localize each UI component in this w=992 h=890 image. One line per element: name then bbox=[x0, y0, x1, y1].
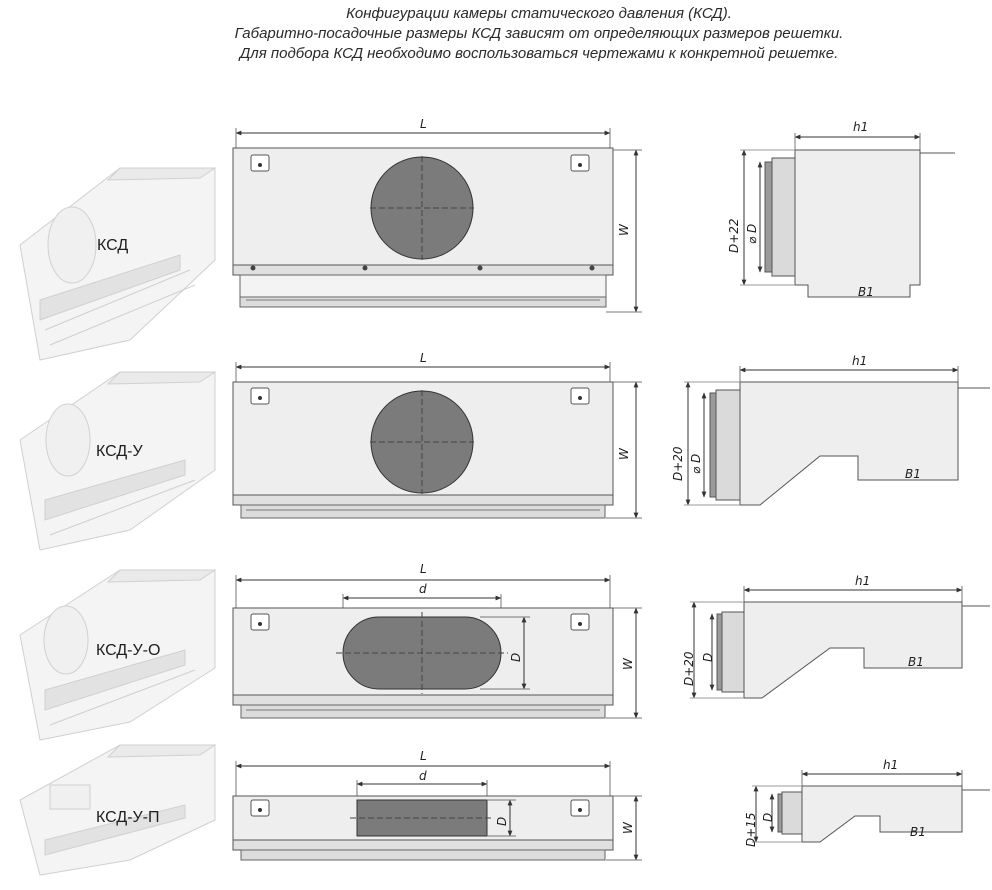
dim-W-4: W bbox=[621, 822, 635, 834]
dim-h1-2: h1 bbox=[852, 354, 868, 368]
dim-Dplus-1: D+22 bbox=[727, 218, 741, 253]
dim-B1-2: B1 bbox=[905, 467, 921, 481]
dim-h1-1: h1 bbox=[853, 120, 869, 134]
header-line-3: Для подбора КСД необходимо воспользоваться чертежами к конкретной решетке. bbox=[239, 45, 839, 62]
dim-Dv-3: D bbox=[509, 652, 523, 662]
side-view-ksd-u-p bbox=[744, 758, 990, 847]
row-ksd-u-p bbox=[20, 745, 990, 875]
front-view-ksd-u bbox=[233, 351, 642, 518]
dim-D-1: ⌀ D bbox=[745, 223, 759, 244]
front-view-ksd bbox=[233, 117, 642, 312]
front-view-ksd-u-o bbox=[233, 562, 642, 718]
side-view-ksd-u bbox=[671, 354, 990, 505]
label-ksd: КСД bbox=[97, 237, 129, 254]
dim-L-4: L bbox=[420, 749, 427, 763]
row-ksd-u bbox=[20, 351, 990, 550]
dim-d-4: d bbox=[419, 769, 427, 783]
dim-L-3: L bbox=[420, 562, 427, 576]
dim-d-3: d bbox=[419, 582, 427, 596]
dim-h1-4: h1 bbox=[883, 758, 899, 772]
round-duct-ksd bbox=[371, 157, 473, 259]
round-duct-ksd-u bbox=[371, 391, 473, 493]
dim-Dplus-3: D+20 bbox=[682, 651, 696, 686]
side-view-ksd-u-o bbox=[682, 574, 990, 698]
dim-B1-1: B1 bbox=[858, 285, 874, 299]
header-line-2: Габаритно-посадочные размеры КСД зависят от определяющих размеров решетки. bbox=[234, 25, 844, 42]
dim-W-3: W bbox=[621, 658, 635, 670]
dim-h1-3: h1 bbox=[855, 574, 871, 588]
dim-W-1: W bbox=[617, 224, 631, 236]
dim-Dplus-4: D+15 bbox=[744, 812, 758, 847]
dim-L-2: L bbox=[420, 351, 427, 365]
dim-D-3: D bbox=[701, 652, 715, 662]
iso-view-ksd-u bbox=[20, 372, 215, 550]
label-ksd-u: КСД-У bbox=[96, 443, 143, 460]
label-ksd-u-p: КСД-У-П bbox=[96, 809, 160, 826]
dim-W-2: W bbox=[617, 448, 631, 460]
front-view-ksd-u-p bbox=[233, 749, 642, 860]
dim-B1-3: B1 bbox=[908, 655, 924, 669]
dim-Dplus-2: D+20 bbox=[671, 446, 685, 481]
dim-D-2: ⌀ D bbox=[689, 453, 703, 474]
header-line-1: Конфигурации камеры статического давления (КСД). bbox=[346, 5, 732, 22]
label-ksd-u-o: КСД-У-О bbox=[96, 642, 161, 659]
dim-Dv-4: D bbox=[495, 816, 509, 826]
row-ksd bbox=[20, 117, 955, 360]
dim-D-4: D bbox=[761, 812, 775, 822]
side-view-ksd bbox=[727, 120, 955, 299]
iso-view-ksd bbox=[20, 168, 215, 360]
dim-B1-4: B1 bbox=[910, 825, 926, 839]
row-ksd-u-o bbox=[20, 562, 990, 740]
dim-L-1: L bbox=[420, 117, 427, 131]
